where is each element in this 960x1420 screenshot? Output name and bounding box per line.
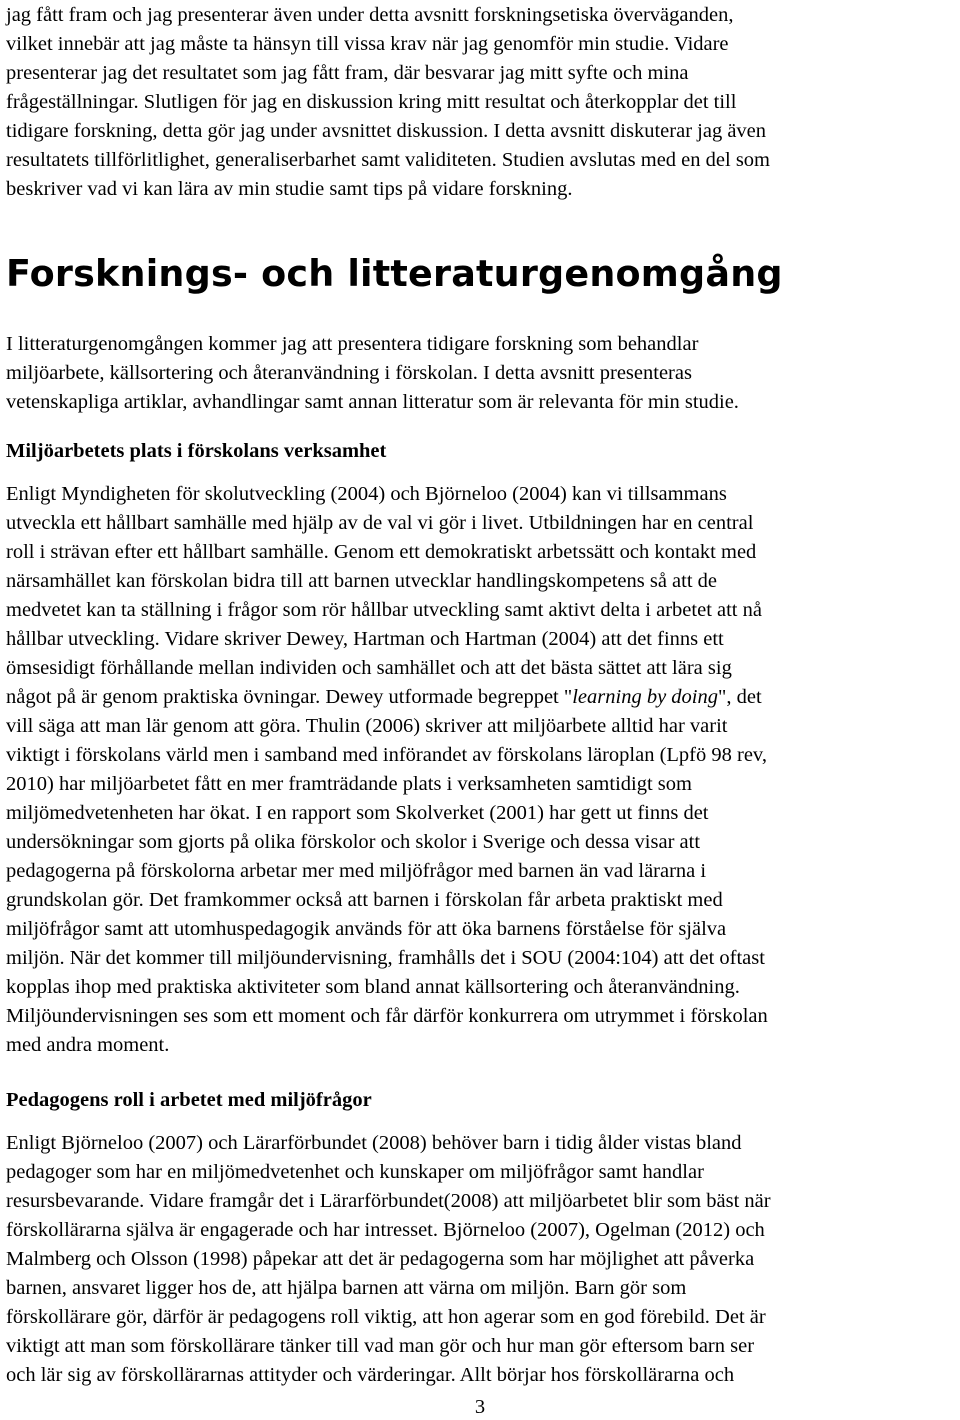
- italic-term: learning by doing: [572, 686, 718, 708]
- text-segment: något på är genom praktiska övningar. Dewey utformade begreppet ": [6, 686, 573, 708]
- text-line: ömsesidigt förhållande mellan individen och samhället och att det bästa sättet att lära sig: [6, 657, 732, 679]
- text-line: kopplas ihop med praktiska aktiviteter som bland annat källsortering och återanvändning.: [6, 976, 740, 998]
- text-line: barnen, ansvaret ligger hos de, att hjälpa barnen att värna om miljön. Barn gör som: [6, 1277, 687, 1299]
- text-line: Enligt Myndigheten för skolutveckling (2004) och Björneloo (2004) kan vi tillsammans: [6, 483, 727, 505]
- subsection-heading-pedagogue-role: Pedagogens roll i arbetet med miljöfrågor: [6, 1089, 372, 1111]
- text-line: miljöarbete, källsortering och återanvändning i förskolan. I detta avsnitt presenteras: [6, 362, 692, 384]
- text-line: jag fått fram och jag presenterar även under detta avsnitt forskningsetiska överväganden,: [6, 4, 734, 26]
- text-line: närsamhället kan förskolan bidra till att barnen utvecklar handlingskompetens så att de: [6, 570, 718, 592]
- text-line: frågeställningar. Slutligen för jag en diskussion kring mitt resultat och återkopplar det till: [6, 91, 737, 113]
- text-line: förskollärare gör, därför är pedagogens roll viktig, att hon agerar som en god förebild. Det är: [6, 1306, 766, 1328]
- text-line: utveckla ett hållbart samhälle med hjälp av de val vi gör i livet. Utbildningen har en central: [6, 512, 754, 534]
- text-line: I litteraturgenomgången kommer jag att presentera tidigare forskning som behandlar: [6, 333, 699, 355]
- text-line: [6, 683, 768, 712]
- literature-review-intro-paragraph: [6, 330, 739, 417]
- text-line: och lär sig av förskollärarnas attityder och värderingar. Allt börjar hos förskollärarna och: [6, 1364, 735, 1386]
- text-line: vilket innebär att jag måste ta hänsyn till vissa krav när jag genomför min studie. Vidare: [6, 33, 729, 55]
- text-line: vill säga att man lär genom att göra. Thulin (2006) skriver att miljöarbete alltid har varit: [6, 715, 728, 737]
- text-line: beskriver vad vi kan lära av min studie samt tips på vidare forskning.: [6, 178, 573, 200]
- text-line: med andra moment.: [6, 1034, 170, 1056]
- text-line: Miljöundervisningen ses som ett moment och får därför konkurrera om utrymmet i förskolan: [6, 1005, 768, 1027]
- text-line: pedagoger som har en miljömedvetenhet och kunskaper om miljöfrågor samt handlar: [6, 1161, 704, 1183]
- pedagogue-role-paragraph: [6, 1129, 771, 1390]
- text-line: 2010) har miljöarbetet fått en mer framträdande plats i verksamheten samtidigt som: [6, 773, 692, 795]
- text-line: viktigt att man som förskollärare tänker till vad man gör och hur man gör eftersom barn ser: [6, 1335, 755, 1357]
- text-segment: ", det: [718, 686, 762, 708]
- text-line: grundskolan gör. Det framkommer också att barnen i förskolan får arbeta praktiskt med: [6, 889, 723, 911]
- text-line: vetenskapliga artiklar, avhandlingar samt annan litteratur som är relevanta för min studie.: [6, 391, 739, 413]
- text-line: förskollärarna själva är engagerade och har intresset. Björneloo (2007), Ogelman (2012) och: [6, 1219, 765, 1241]
- text-line: miljömedvetenheten har ökat. I en rapport som Skolverket (2001) har gett ut finns det: [6, 802, 709, 824]
- text-line: pedagogerna på förskolorna arbetar mer med miljöfrågor med barnen än vad lärarna i: [6, 860, 707, 882]
- text-line: tidigare forskning, detta gör jag under avsnittet diskussion. I detta avsnitt diskuterar jag även: [6, 120, 767, 142]
- text-line: miljöfrågor samt att utomhuspedagogik används för att öka barnens förståelse för själva: [6, 918, 727, 940]
- environmental-work-paragraph: [6, 480, 768, 1060]
- subsection-heading-environmental-work: Miljöarbetets plats i förskolans verksamhet: [6, 440, 387, 462]
- text-line: resursbevarande. Vidare framgår det i Lärarförbundet(2008) att miljöarbetet blir som bäst när: [6, 1190, 771, 1212]
- text-line: medvetet kan ta ställning i frågor som rör hållbar utveckling samt aktivt delta i arbetet att nå: [6, 599, 762, 621]
- text-line: Malmberg och Olsson (1998) påpekar att det är pedagogerna som har möjlighet att påverka: [6, 1248, 755, 1270]
- text-line: miljön. När det kommer till miljöundervisning, framhålls det i SOU (2004:104) att det oftast: [6, 947, 765, 969]
- text-line: hållbar utveckling. Vidare skriver Dewey, Hartman och Hartman (2004) att det finns ett: [6, 628, 724, 650]
- text-line: presenterar jag det resultatet som jag fått fram, där besvarar jag mitt syfte och mina: [6, 62, 689, 84]
- text-line: roll i strävan efter ett hållbart samhälle. Genom ett demokratiskt arbetssätt och kontakt med: [6, 541, 757, 563]
- section-heading: Forsknings- och litteraturgenomgång: [6, 252, 783, 295]
- text-line: undersökningar som gjorts på olika förskolor och skolor i Sverige och dessa visar att: [6, 831, 701, 853]
- text-line: viktigt i förskolans värld men i samband med införandet av förskolans läroplan (Lpfö 98 rev,: [6, 744, 767, 766]
- text-line: Enligt Björneloo (2007) och Lärarförbundet (2008) behöver barn i tidig ålder vistas bland: [6, 1132, 742, 1154]
- intro-paragraph: [6, 1, 770, 204]
- page-number: 3: [474, 1396, 486, 1418]
- text-line: resultatets tillförlitlighet, generaliserbarhet samt validiteten. Studien avslutas med en del som: [6, 149, 770, 171]
